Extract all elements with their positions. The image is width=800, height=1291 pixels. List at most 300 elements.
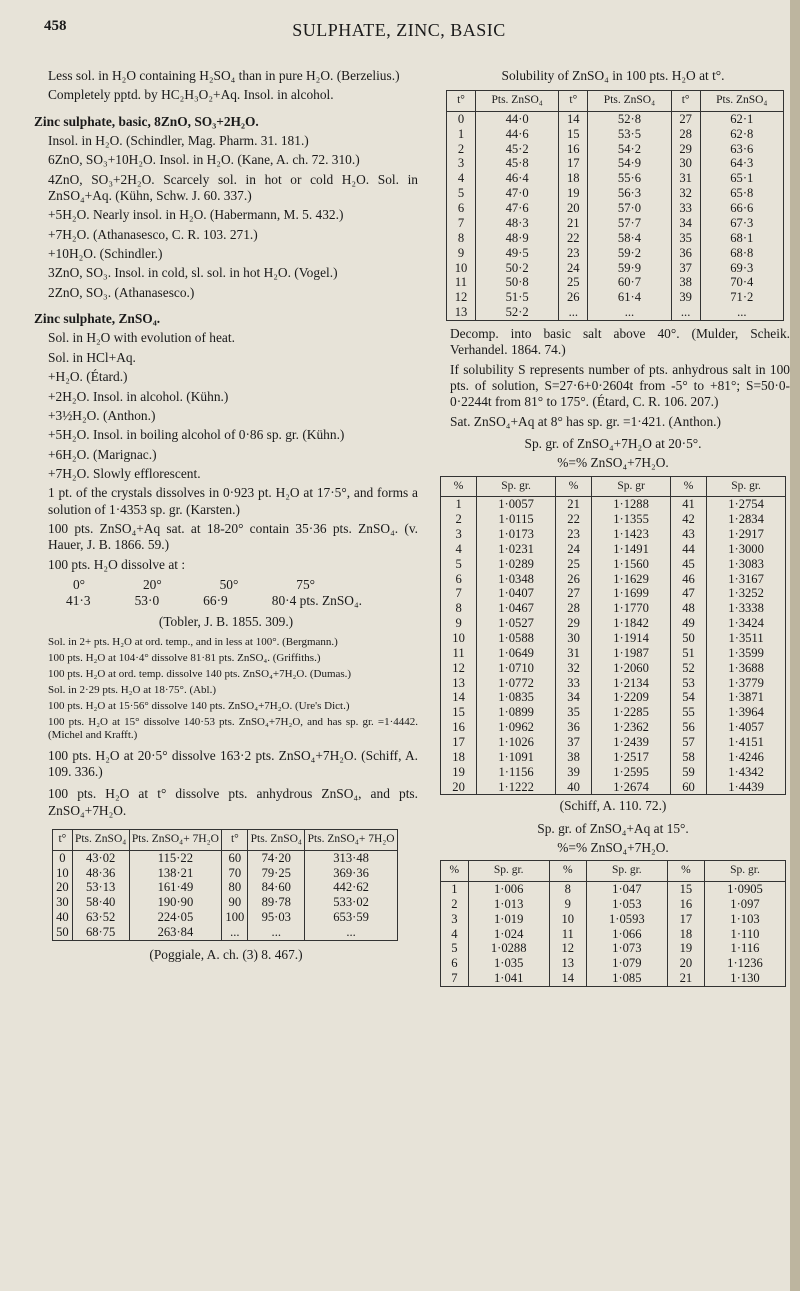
table-row xyxy=(447,246,784,261)
table-cell: 1·1288 xyxy=(592,497,671,512)
table-cell: 13 xyxy=(441,676,477,691)
table-cell: 10 xyxy=(441,631,477,646)
table-cell: 30 xyxy=(53,895,73,910)
table-header: Pts. ZnSO₄ xyxy=(588,91,671,112)
table-cell: 1·1987 xyxy=(592,646,671,661)
table-cell: 48·3 xyxy=(475,216,558,231)
table-cell: 35 xyxy=(555,705,591,720)
table-cell: 79·25 xyxy=(248,866,305,881)
table-header-row xyxy=(441,861,786,882)
table-header: Pts. ZnSO₄ xyxy=(475,91,558,112)
etard-note: If solubility S represents number of pts. anhydrous salt in 100 pts. of solution, S=27·6+0·2604t from -5° to +81°; S=50·0-0·2244t from 81° to 175°. (Étard, C. R. 106. 207.) xyxy=(450,361,790,410)
table-header: t° xyxy=(559,91,588,112)
decomp-note: Decomp. into basic salt above 40°. (Mulder, Scheik. Verhandel. 1864. 74.) xyxy=(450,325,790,358)
table-cell: 67·3 xyxy=(700,216,783,231)
table-cell: 12 xyxy=(549,941,586,956)
table-row xyxy=(53,895,398,910)
table-cell: 53·5 xyxy=(588,127,671,142)
table-cell: 1·0289 xyxy=(477,557,556,572)
table-cell: 23 xyxy=(555,527,591,542)
table-cell: 1·2517 xyxy=(592,750,671,765)
table-row xyxy=(441,512,786,527)
table-cell: 1·3779 xyxy=(707,676,786,691)
table-cell: 46 xyxy=(670,572,706,587)
table-cell: 57 xyxy=(670,735,706,750)
table-cell: 1·3083 xyxy=(707,557,786,572)
table-cell: 1·0899 xyxy=(477,705,556,720)
table-cell: 45·8 xyxy=(475,156,558,171)
table-cell: ... xyxy=(222,925,248,940)
table-cell: 161·49 xyxy=(129,880,222,895)
table-cell: 50 xyxy=(670,631,706,646)
table-cell: 50·2 xyxy=(475,261,558,276)
table-cell: 7 xyxy=(441,971,469,986)
table-cell: 1·0593 xyxy=(586,912,667,927)
table-cell: 1·1842 xyxy=(592,616,671,631)
table-cell: 1·4151 xyxy=(707,735,786,750)
temp-value: 66·9 xyxy=(203,593,228,609)
basic-line: +7H₂O. (Athanasesco, C. R. 103. 271.) xyxy=(48,226,258,242)
table-cell: 1·4057 xyxy=(707,720,786,735)
table-cell: 40 xyxy=(53,910,73,925)
table-cell: 1·2834 xyxy=(707,512,786,527)
table-cell: 7 xyxy=(441,586,477,601)
table-header: t° xyxy=(447,91,476,112)
table-cell: 51 xyxy=(670,646,706,661)
table-cell: 1·053 xyxy=(586,897,667,912)
table-header: Pts. ZnSO₄+ 7H₂O xyxy=(129,830,222,851)
table-cell: 190·90 xyxy=(129,895,222,910)
table-cell: ... xyxy=(588,305,671,320)
table-row xyxy=(441,750,786,765)
table-cell: 5 xyxy=(441,941,469,956)
table-cell: 15 xyxy=(559,127,588,142)
table-cell: 1·1355 xyxy=(592,512,671,527)
sulphate-line: Sol. in HCl+Aq. xyxy=(48,349,136,365)
table-cell: 28 xyxy=(671,127,700,142)
page-header xyxy=(14,18,784,48)
table-cell: 17 xyxy=(441,735,477,750)
table-cell: 40 xyxy=(555,780,591,795)
table-cell: 55 xyxy=(670,705,706,720)
table-cell: 1·116 xyxy=(705,941,786,956)
table-row xyxy=(441,690,786,705)
sulphate-line: +2H₂O. Insol. in alcohol. (Kühn.) xyxy=(48,388,229,404)
table-row xyxy=(441,735,786,750)
table-header: Pts. ZnSO₄+ 7H₂O xyxy=(305,830,398,851)
basic-lines xyxy=(34,133,418,301)
table-row xyxy=(441,601,786,616)
table-cell: 47 xyxy=(670,586,706,601)
table-cell: 2 xyxy=(441,512,477,527)
table-cell: 90 xyxy=(222,895,248,910)
table-cell: 54·9 xyxy=(588,156,671,171)
table-cell: 68·8 xyxy=(700,246,783,261)
table-cell: 60 xyxy=(222,850,248,865)
table-cell: 58·4 xyxy=(588,231,671,246)
table-row xyxy=(441,765,786,780)
table-row xyxy=(441,616,786,631)
table-cell: 3 xyxy=(441,527,477,542)
table-cell: 1·3688 xyxy=(707,661,786,676)
table-cell: 17 xyxy=(667,912,704,927)
table-cell: ... xyxy=(700,305,783,320)
table-cell: 18 xyxy=(559,171,588,186)
table-cell: 21 xyxy=(555,497,591,512)
poggiale-table xyxy=(52,829,398,941)
temp-value: 80·4 pts. ZnSO₄. xyxy=(271,593,362,609)
basic-line: +5H₂O. Nearly insol. in H₂O. (Habermann, M. 5. 432.) xyxy=(48,207,344,223)
temp-value: 41·3 xyxy=(66,593,91,609)
table-cell: 36 xyxy=(671,246,700,261)
table-row xyxy=(53,910,398,925)
table-cell: 24 xyxy=(559,261,588,276)
table-header: Sp. gr. xyxy=(705,861,786,882)
table-row xyxy=(447,216,784,231)
table-cell: 68·75 xyxy=(72,925,129,940)
table-cell: 44 xyxy=(670,542,706,557)
page-edge xyxy=(790,0,800,1291)
table-cell: 23 xyxy=(559,246,588,261)
basic-line: 3ZnO, SO₃. Insol. in cold, sl. sol. in hot H₂O. (Vogel.) xyxy=(48,265,338,281)
table-cell: 45 xyxy=(670,557,706,572)
sg1-citation: (Schiff, A. 110. 72.) xyxy=(559,798,667,814)
sulphate-line: 100 pts. ZnSO₄+Aq sat. at 18-20° contain 35·36 pts. ZnSO₄. (v. Hauer, J. B. 1866. 59.) xyxy=(48,520,418,553)
table-cell: 22 xyxy=(559,231,588,246)
table-cell: 60·7 xyxy=(588,275,671,290)
table-cell: 11 xyxy=(441,646,477,661)
table-row xyxy=(441,557,786,572)
table-row xyxy=(447,305,784,320)
table-cell: 55·6 xyxy=(588,171,671,186)
table-row xyxy=(441,646,786,661)
table-cell: 51·5 xyxy=(475,290,558,305)
table-cell: 1·0772 xyxy=(477,676,556,691)
running-title: SULPHATE, ZINC, BASIC xyxy=(292,20,506,40)
table-cell: 10 xyxy=(549,912,586,927)
table-row xyxy=(53,925,398,940)
table-cell: 21 xyxy=(667,971,704,986)
table-cell: 26 xyxy=(559,290,588,305)
table-cell: 27 xyxy=(671,111,700,126)
table-row xyxy=(447,231,784,246)
table-cell: 1·4246 xyxy=(707,750,786,765)
basic-line: 6ZnO, SO₃+10H₂O. Insol. in H₂O. (Kane, A. ch. 72. 310.) xyxy=(48,152,360,168)
table-row xyxy=(447,127,784,142)
table-cell: 6 xyxy=(441,572,477,587)
table-row xyxy=(441,912,786,927)
table-cell: 61·4 xyxy=(588,290,671,305)
table-cell: 3 xyxy=(447,156,476,171)
table-cell: 44·6 xyxy=(475,127,558,142)
table-cell: 53 xyxy=(670,676,706,691)
table-cell: 442·62 xyxy=(305,880,398,895)
table-cell: 52 xyxy=(670,661,706,676)
tobler-citation: (Tobler, J. B. 1855. 309.) xyxy=(158,613,294,629)
table-cell: 80 xyxy=(222,880,248,895)
table-cell: 1·066 xyxy=(586,927,667,942)
table-cell: 1·3252 xyxy=(707,586,786,601)
table-cell: 52·2 xyxy=(475,305,558,320)
table-cell: 1·0467 xyxy=(477,601,556,616)
table-cell: 369·36 xyxy=(305,866,398,881)
table-cell: 53·13 xyxy=(72,880,129,895)
poggiale-body xyxy=(53,850,398,940)
table-cell: 1·1222 xyxy=(477,780,556,795)
table-cell: 1·2362 xyxy=(592,720,671,735)
table-cell: 1·0348 xyxy=(477,572,556,587)
table-cell: 100 xyxy=(222,910,248,925)
table-cell: 64·3 xyxy=(700,156,783,171)
table-cell: 115·22 xyxy=(129,850,222,865)
solubility-title: Solubility of ZnSO₄ in 100 pts. H₂O at t°. xyxy=(501,68,725,83)
table-cell: 1·3338 xyxy=(707,601,786,616)
table-header: Sp. gr xyxy=(592,476,671,497)
table-cell: 1·1560 xyxy=(592,557,671,572)
table-row xyxy=(441,956,786,971)
table-cell: 12 xyxy=(447,290,476,305)
table-cell: 37 xyxy=(671,261,700,276)
solubility-body xyxy=(447,111,784,320)
basic-sulphate-heading: Zinc sulphate, basic, 8ZnO, SO₃+2H₂O. xyxy=(34,113,259,129)
small-note: Sol. in 2+ pts. H₂O at ord. temp., and in less at 100°. (Bergmann.) xyxy=(48,635,338,648)
table-row xyxy=(447,290,784,305)
small-note: 100 pts. H₂O at 15·56° dissolve 140 pts. ZnSO₄+7H₂O. (Ure's Dict.) xyxy=(48,699,350,712)
table-cell: 11 xyxy=(549,927,586,942)
table-cell: 1·0527 xyxy=(477,616,556,631)
table-cell: 9 xyxy=(441,616,477,631)
table-cell: 36 xyxy=(555,720,591,735)
table-row xyxy=(441,705,786,720)
table-cell: 33 xyxy=(555,676,591,691)
table-row xyxy=(447,156,784,171)
table-cell: 1·1236 xyxy=(705,956,786,971)
table-cell: 1·073 xyxy=(586,941,667,956)
table-header: Sp. gr. xyxy=(586,861,667,882)
poggiale-citation: (Poggiale, A. ch. (3) 8. 467.) xyxy=(149,946,303,962)
table-cell: 44·0 xyxy=(475,111,558,126)
table-cell: 1·2917 xyxy=(707,527,786,542)
table-cell: 1·1091 xyxy=(477,750,556,765)
table-cell: 37 xyxy=(555,735,591,750)
sg1-title: Sp. gr. of ZnSO₄+7H₂O at 20·5°. xyxy=(524,436,702,451)
table-cell: 8 xyxy=(549,882,586,897)
table-header: t° xyxy=(671,91,700,112)
table-cell: 1·0407 xyxy=(477,586,556,601)
basic-line: Insol. in H₂O. (Schindler, Mag. Pharm. 31. 181.) xyxy=(48,133,309,149)
table-cell: 1·3167 xyxy=(707,572,786,587)
table-row xyxy=(447,111,784,126)
right-column xyxy=(436,68,790,987)
table-cell: 30 xyxy=(555,631,591,646)
anthon-note: Sat. ZnSO₄+Aq at 8° has sp. gr. =1·421. (Anthon.) xyxy=(450,413,721,429)
table-cell: 25 xyxy=(559,275,588,290)
table-cell: 1·013 xyxy=(468,897,549,912)
table-header-row xyxy=(441,476,786,497)
table-cell: 1·0710 xyxy=(477,661,556,676)
table-cell: 11 xyxy=(447,275,476,290)
table-cell: 63·6 xyxy=(700,142,783,157)
temp: 50° xyxy=(219,576,239,592)
table-cell: 1·2134 xyxy=(592,676,671,691)
table-header: t° xyxy=(53,830,73,851)
sulphate-line: +5H₂O. Insol. in boiling alcohol of 0·86 sp. gr. (Kühn.) xyxy=(48,427,345,443)
table-cell: 74·20 xyxy=(248,850,305,865)
table-cell: 1·4439 xyxy=(707,780,786,795)
table-row xyxy=(447,261,784,276)
table-cell: 28 xyxy=(555,601,591,616)
small-note: 100 pts. H₂O at 104·4° dissolve 81·81 pts. ZnSO₄. (Griffiths.) xyxy=(48,651,321,664)
table-row xyxy=(441,897,786,912)
table-header-row xyxy=(53,830,398,851)
table-cell: 54·2 xyxy=(588,142,671,157)
table-cell: 48·9 xyxy=(475,231,558,246)
table-cell: 1·1914 xyxy=(592,631,671,646)
table-cell: 19 xyxy=(441,765,477,780)
table-cell: 48·36 xyxy=(72,866,129,881)
table-cell: 32 xyxy=(671,186,700,201)
table-cell: 32 xyxy=(555,661,591,676)
table-cell: 533·02 xyxy=(305,895,398,910)
table-cell: 14 xyxy=(559,111,588,126)
table-cell: 58 xyxy=(670,750,706,765)
table-cell: 39 xyxy=(671,290,700,305)
table-row xyxy=(441,572,786,587)
table-cell: 49 xyxy=(670,616,706,631)
table-cell: 43·02 xyxy=(72,850,129,865)
table-row xyxy=(441,941,786,956)
table-cell: 20 xyxy=(667,956,704,971)
table-row xyxy=(447,186,784,201)
table-row xyxy=(441,661,786,676)
table-cell: 1·2209 xyxy=(592,690,671,705)
sulphate-line: +3½H₂O. (Anthon.) xyxy=(48,407,156,423)
table-cell: 16 xyxy=(559,142,588,157)
table-cell: 59·2 xyxy=(588,246,671,261)
table-cell: 1·024 xyxy=(468,927,549,942)
table-row xyxy=(447,275,784,290)
table-header: % xyxy=(670,476,706,497)
table-cell: 66·6 xyxy=(700,201,783,216)
table-cell: 1·3599 xyxy=(707,646,786,661)
table-cell: 12 xyxy=(441,661,477,676)
table-cell: 1·130 xyxy=(705,971,786,986)
table-row xyxy=(441,971,786,986)
table-cell: 16 xyxy=(441,720,477,735)
table-cell: 13 xyxy=(447,305,476,320)
sulphate-line: +6H₂O. (Marignac.) xyxy=(48,446,157,462)
table-cell: 34 xyxy=(671,216,700,231)
sp-gr-body-1 xyxy=(441,497,786,795)
table-cell: 31 xyxy=(555,646,591,661)
table-cell: 1·3964 xyxy=(707,705,786,720)
table-cell: 4 xyxy=(447,171,476,186)
table-cell: 70 xyxy=(222,866,248,881)
table-row xyxy=(441,882,786,897)
table-cell: 18 xyxy=(667,927,704,942)
table-header: % xyxy=(667,861,704,882)
table-cell: 59·9 xyxy=(588,261,671,276)
basic-line: 2ZnO, SO₃. (Athanasesco.) xyxy=(48,284,195,300)
table-cell: 71·2 xyxy=(700,290,783,305)
table-cell: 68·1 xyxy=(700,231,783,246)
table-cell: 50·8 xyxy=(475,275,558,290)
table-cell: 39 xyxy=(555,765,591,780)
table-cell: 17 xyxy=(559,156,588,171)
table-cell: 1·019 xyxy=(468,912,549,927)
table-cell: 26 xyxy=(555,572,591,587)
table-cell: 33 xyxy=(671,201,700,216)
table-cell: 58·40 xyxy=(72,895,129,910)
sulphate-line: 1 pt. of the crystals dissolves in 0·923 pt. H₂O at 17·5°, and forms a solution of 1·4353 sp. gr. (Karsten.) xyxy=(48,485,418,517)
small-note: Sol. in 2·29 pts. H₂O at 18·75°. (Abl.) xyxy=(48,683,217,696)
sulphate-line: 100 pts. H₂O dissolve at : xyxy=(48,556,186,572)
table-cell: 224·05 xyxy=(129,910,222,925)
sp-gr-table-1 xyxy=(440,476,786,796)
table-cell: 1·041 xyxy=(468,971,549,986)
table-cell: 653·59 xyxy=(305,910,398,925)
table-row xyxy=(441,542,786,557)
table-cell: 1·047 xyxy=(586,882,667,897)
table-cell: 1·110 xyxy=(705,927,786,942)
table-cell: 1·0905 xyxy=(705,882,786,897)
table-cell: 1·0115 xyxy=(477,512,556,527)
table-row xyxy=(447,201,784,216)
table-cell: 56·3 xyxy=(588,186,671,201)
table-cell: 95·03 xyxy=(248,910,305,925)
temp-value: 53·0 xyxy=(134,593,160,609)
table-row xyxy=(53,880,398,895)
table-cell: 1·006 xyxy=(468,882,549,897)
table-cell: 1·0588 xyxy=(477,631,556,646)
table-cell: 2 xyxy=(441,897,469,912)
left-column xyxy=(34,68,418,966)
sg2-subtitle: %=% ZnSO₄+7H₂O. xyxy=(557,840,669,856)
table-cell: 1·0649 xyxy=(477,646,556,661)
table-cell: 1·0173 xyxy=(477,527,556,542)
table-cell: 59 xyxy=(670,765,706,780)
table-cell: 1 xyxy=(441,882,469,897)
table-cell: 1·3511 xyxy=(707,631,786,646)
table-row xyxy=(441,780,786,795)
table-cell: 62·8 xyxy=(700,127,783,142)
table-cell: 10 xyxy=(53,866,73,881)
table-cell: 2 xyxy=(447,142,476,157)
table-cell: 1·1026 xyxy=(477,735,556,750)
table-cell: 22 xyxy=(555,512,591,527)
table-header: Sp. gr. xyxy=(707,476,786,497)
table-cell: 60 xyxy=(670,780,706,795)
table-cell: 16 xyxy=(667,897,704,912)
table-row xyxy=(53,850,398,865)
table-cell: 31 xyxy=(671,171,700,186)
table-cell: 14 xyxy=(549,971,586,986)
table-cell: 1 xyxy=(441,497,477,512)
table-cell: 1·2060 xyxy=(592,661,671,676)
table-cell: 1·085 xyxy=(586,971,667,986)
table-cell: 1·103 xyxy=(705,912,786,927)
temp: 0° xyxy=(72,576,86,592)
table-cell: ... xyxy=(305,925,398,940)
table-cell: 54 xyxy=(670,690,706,705)
table-cell: 30 xyxy=(671,156,700,171)
table-cell: 1·035 xyxy=(468,956,549,971)
table-cell: 9 xyxy=(447,246,476,261)
table-cell: 89·78 xyxy=(248,895,305,910)
table-cell: 63·52 xyxy=(72,910,129,925)
table-cell: 1·1629 xyxy=(592,572,671,587)
table-cell: 13 xyxy=(549,956,586,971)
